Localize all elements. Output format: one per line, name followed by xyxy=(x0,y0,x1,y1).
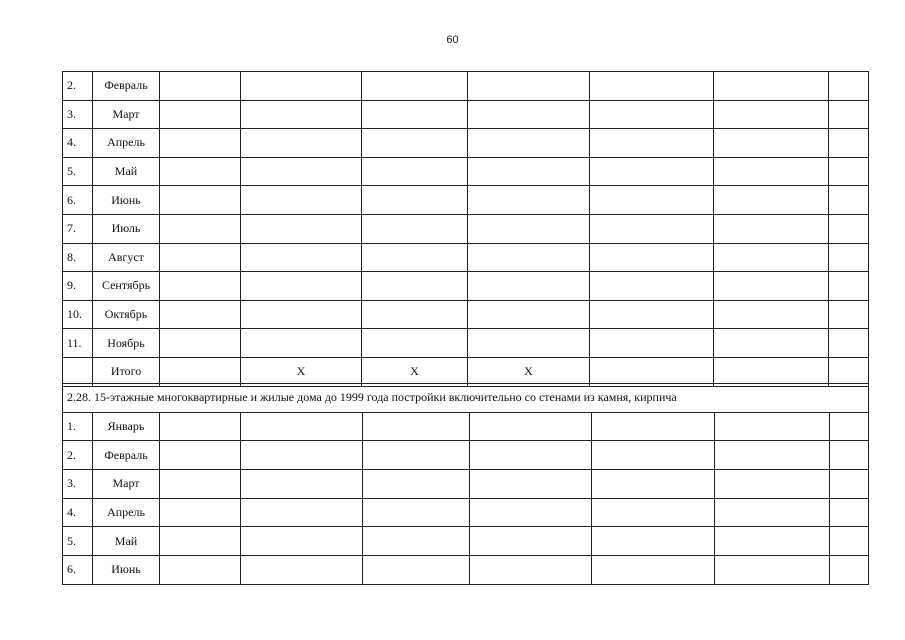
value-cell xyxy=(160,441,241,470)
value-cell xyxy=(830,441,869,470)
table-row xyxy=(63,100,869,129)
monthly-table-top xyxy=(62,71,869,387)
row-number: 7. xyxy=(63,214,93,243)
value-cell xyxy=(241,300,362,329)
value-cell xyxy=(241,412,363,441)
value-cell xyxy=(362,129,468,158)
value-cell xyxy=(590,300,714,329)
value-cell xyxy=(715,498,830,527)
value-cell xyxy=(160,214,241,243)
value-cell xyxy=(363,498,470,527)
value-cell xyxy=(592,498,715,527)
value-cell xyxy=(241,100,362,129)
row-number: 2. xyxy=(63,72,93,101)
section-title: 2.28. 15-этажные многоквартирные и жилые дома до 1999 года постройки включительно со стенами из камня, кирпича xyxy=(63,384,869,413)
value-cell xyxy=(830,527,869,556)
value-cell xyxy=(160,129,241,158)
value-cell xyxy=(468,300,590,329)
value-cell xyxy=(468,214,590,243)
month-cell: Февраль xyxy=(93,441,160,470)
month-cell: Август xyxy=(93,243,160,272)
value-cell xyxy=(714,100,829,129)
value-cell xyxy=(468,100,590,129)
value-cell xyxy=(590,243,714,272)
month-cell: Июль xyxy=(93,214,160,243)
value-cell xyxy=(363,470,470,499)
value-cell xyxy=(829,129,869,158)
table-row xyxy=(63,329,869,358)
value-cell xyxy=(160,186,241,215)
value-cell xyxy=(362,272,468,301)
value-cell xyxy=(590,214,714,243)
value-cell xyxy=(470,527,592,556)
value-cell xyxy=(829,186,869,215)
value-cell xyxy=(241,441,363,470)
value-cell xyxy=(363,556,470,585)
value-cell xyxy=(468,186,590,215)
value-cell xyxy=(590,357,714,386)
value-cell xyxy=(714,243,829,272)
value-cell xyxy=(830,470,869,499)
value-cell xyxy=(468,129,590,158)
value-cell xyxy=(829,272,869,301)
page-number: 60 xyxy=(446,34,459,46)
value-cell xyxy=(160,329,241,358)
value-cell xyxy=(592,556,715,585)
table-row xyxy=(63,470,869,499)
row-number: 5. xyxy=(63,157,93,186)
value-cell xyxy=(714,329,829,358)
value-cell xyxy=(592,470,715,499)
value-cell: X xyxy=(362,357,468,386)
value-cell xyxy=(829,300,869,329)
table-row xyxy=(63,441,869,470)
value-cell: X xyxy=(241,357,362,386)
value-cell xyxy=(468,272,590,301)
row-number: 3. xyxy=(63,100,93,129)
value-cell xyxy=(714,357,829,386)
month-cell: Итого xyxy=(93,357,160,386)
value-cell xyxy=(241,157,362,186)
value-cell xyxy=(468,243,590,272)
value-cell xyxy=(470,441,592,470)
table-row xyxy=(63,72,869,101)
month-cell: Февраль xyxy=(93,72,160,101)
value-cell xyxy=(160,498,241,527)
value-cell xyxy=(241,72,362,101)
table-row xyxy=(63,357,869,386)
value-cell xyxy=(590,157,714,186)
value-cell xyxy=(160,100,241,129)
value-cell xyxy=(714,72,829,101)
value-cell xyxy=(470,412,592,441)
value-cell xyxy=(714,300,829,329)
row-number: 8. xyxy=(63,243,93,272)
table-row xyxy=(63,272,869,301)
value-cell xyxy=(829,357,869,386)
table-body xyxy=(63,72,869,387)
row-number: 5. xyxy=(63,527,93,556)
row-number: 1. xyxy=(63,412,93,441)
value-cell xyxy=(470,498,592,527)
row-number xyxy=(63,357,93,386)
value-cell xyxy=(362,214,468,243)
value-cell xyxy=(468,157,590,186)
value-cell xyxy=(241,243,362,272)
value-cell xyxy=(241,556,363,585)
value-cell xyxy=(715,527,830,556)
value-cell xyxy=(590,329,714,358)
value-cell xyxy=(362,329,468,358)
value-cell xyxy=(160,357,241,386)
month-cell: Октябрь xyxy=(93,300,160,329)
month-cell: Сентябрь xyxy=(93,272,160,301)
value-cell xyxy=(362,300,468,329)
value-cell xyxy=(592,527,715,556)
value-cell xyxy=(715,556,830,585)
value-cell xyxy=(829,243,869,272)
month-cell: Март xyxy=(93,100,160,129)
value-cell xyxy=(363,412,470,441)
table-row xyxy=(63,556,869,585)
row-number: 9. xyxy=(63,272,93,301)
value-cell xyxy=(241,527,363,556)
table-row xyxy=(63,129,869,158)
value-cell xyxy=(829,214,869,243)
table-row xyxy=(63,157,869,186)
value-cell xyxy=(241,329,362,358)
value-cell xyxy=(470,470,592,499)
value-cell xyxy=(363,441,470,470)
row-number: 10. xyxy=(63,300,93,329)
month-cell: Апрель xyxy=(93,498,160,527)
value-cell xyxy=(363,527,470,556)
table-row xyxy=(63,300,869,329)
value-cell xyxy=(241,214,362,243)
table-body xyxy=(63,384,869,585)
value-cell xyxy=(160,272,241,301)
value-cell xyxy=(160,243,241,272)
table-row xyxy=(63,412,869,441)
value-cell xyxy=(714,214,829,243)
value-cell xyxy=(241,129,362,158)
row-number: 6. xyxy=(63,186,93,215)
section-header-row xyxy=(63,384,869,413)
row-number: 4. xyxy=(63,498,93,527)
row-number: 2. xyxy=(63,441,93,470)
month-cell: Май xyxy=(93,157,160,186)
value-cell xyxy=(829,100,869,129)
value-cell xyxy=(590,100,714,129)
row-number: 3. xyxy=(63,470,93,499)
value-cell xyxy=(160,527,241,556)
value-cell xyxy=(590,72,714,101)
value-cell xyxy=(362,100,468,129)
value-cell xyxy=(362,243,468,272)
value-cell xyxy=(160,470,241,499)
table-row xyxy=(63,186,869,215)
value-cell xyxy=(715,441,830,470)
value-cell xyxy=(590,272,714,301)
value-cell xyxy=(590,186,714,215)
value-cell xyxy=(830,556,869,585)
value-cell: X xyxy=(468,357,590,386)
value-cell xyxy=(714,186,829,215)
value-cell xyxy=(160,157,241,186)
value-cell xyxy=(362,186,468,215)
month-cell: Апрель xyxy=(93,129,160,158)
value-cell xyxy=(714,129,829,158)
month-cell: Июнь xyxy=(93,186,160,215)
value-cell xyxy=(714,157,829,186)
value-cell xyxy=(829,72,869,101)
month-cell: Ноябрь xyxy=(93,329,160,358)
value-cell xyxy=(241,470,363,499)
row-number: 4. xyxy=(63,129,93,158)
value-cell xyxy=(468,329,590,358)
value-cell xyxy=(362,72,468,101)
month-cell: Июнь xyxy=(93,556,160,585)
month-cell: Март xyxy=(93,470,160,499)
value-cell xyxy=(715,470,830,499)
value-cell xyxy=(830,412,869,441)
value-cell xyxy=(468,72,590,101)
table-row xyxy=(63,498,869,527)
value-cell xyxy=(592,441,715,470)
value-cell xyxy=(829,329,869,358)
table-row xyxy=(63,243,869,272)
value-cell xyxy=(362,157,468,186)
value-cell xyxy=(241,272,362,301)
row-number: 11. xyxy=(63,329,93,358)
value-cell xyxy=(715,412,830,441)
value-cell xyxy=(241,498,363,527)
value-cell xyxy=(160,412,241,441)
value-cell xyxy=(160,72,241,101)
table-row xyxy=(63,527,869,556)
value-cell xyxy=(241,186,362,215)
value-cell xyxy=(590,129,714,158)
month-cell: Май xyxy=(93,527,160,556)
value-cell xyxy=(592,412,715,441)
value-cell xyxy=(160,556,241,585)
value-cell xyxy=(160,300,241,329)
row-number: 6. xyxy=(63,556,93,585)
value-cell xyxy=(714,272,829,301)
month-cell: Январь xyxy=(93,412,160,441)
value-cell xyxy=(830,498,869,527)
value-cell xyxy=(470,556,592,585)
value-cell xyxy=(829,157,869,186)
table-row xyxy=(63,214,869,243)
monthly-table-bottom xyxy=(62,383,869,585)
